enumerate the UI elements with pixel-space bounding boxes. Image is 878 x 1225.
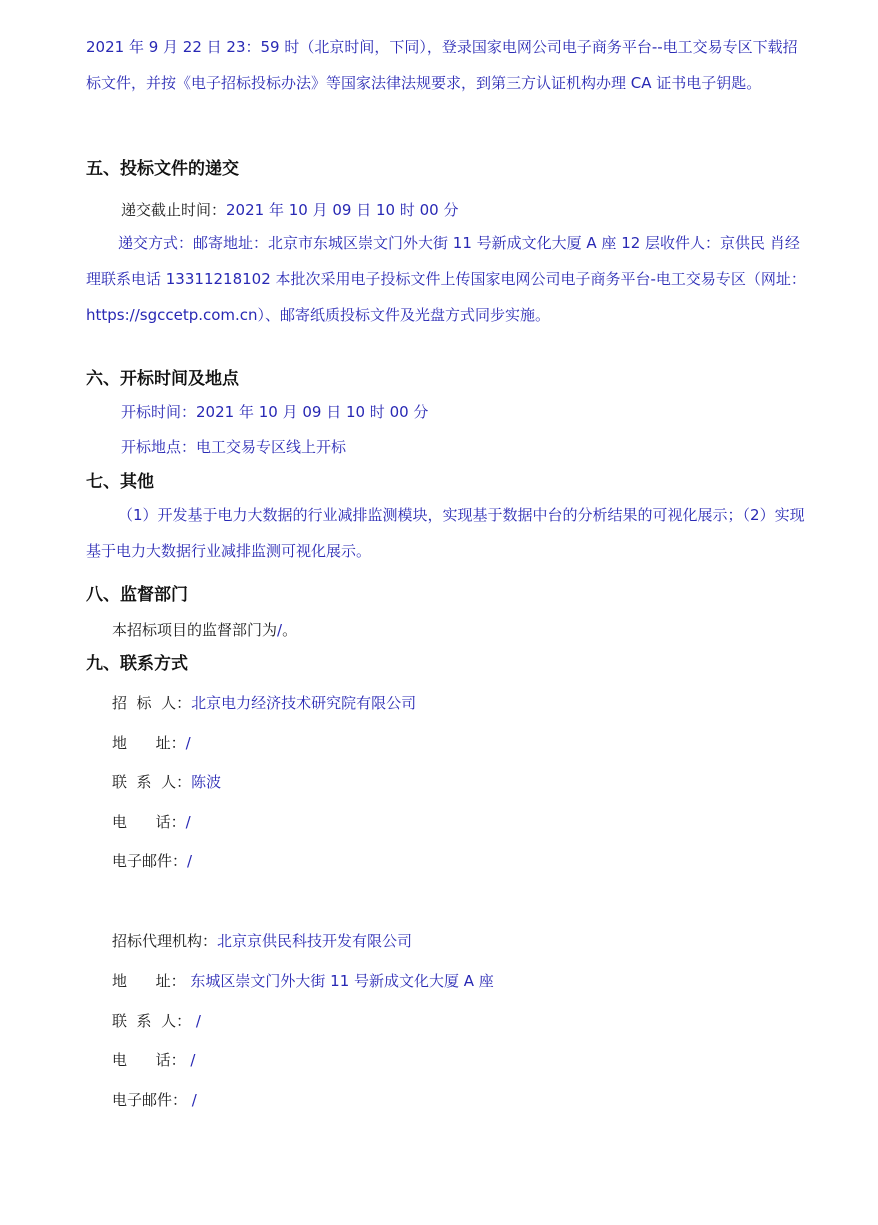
opening-place: 开标地点：电工交易专区线上开标 [121, 438, 347, 456]
tenderer-contact [112, 771, 221, 793]
opening-time: 开标时间：2021 年 10 月 09 日 10 时 00 分 [121, 403, 429, 421]
section5-heading: 五、投标文件的递交 [86, 159, 239, 179]
agency-address-value: 东城区崇文门外大街 11 号新成文化大厦 A 座 [185, 972, 494, 990]
tenderer-email [112, 850, 192, 872]
agency-address [112, 970, 494, 992]
agency-phone-label: 电 话： [112, 1051, 186, 1069]
tenderer-name-label: 招 标 人： [112, 694, 192, 712]
tenderer-address [112, 732, 191, 754]
tenderer-name-value: 北京电力经济技术研究院有限公司 [191, 694, 417, 712]
agency-contact-value: / [191, 1012, 201, 1030]
section6-heading: 六、开标时间及地点 [86, 369, 239, 389]
agency-name-value: 北京京供民科技开发有限公司 [217, 932, 413, 950]
tenderer-phone [112, 811, 191, 833]
supervision-prefix: 本招标项目的监督部门为 [112, 621, 278, 639]
agency-phone [112, 1049, 195, 1071]
submission-deadline-value: 2021 年 10 月 09 日 10 时 00 分 [226, 201, 459, 219]
submission-deadline-label: 递交截止时间： [121, 201, 227, 219]
agency-contact [112, 1010, 201, 1032]
tenderer-email-value: / [187, 852, 193, 870]
tenderer-address-value: / [185, 734, 191, 752]
agency-email [112, 1089, 197, 1111]
agency-name [112, 930, 412, 952]
agency-contact-label: 联 系 人： [112, 1012, 192, 1030]
agency-address-label: 地 址： [112, 972, 186, 990]
submission-deadline [121, 199, 458, 221]
supervision-text [112, 619, 297, 641]
tenderer-name [112, 692, 416, 714]
tenderer-address-label: 地 址： [112, 734, 186, 752]
tenderer-phone-label: 电 话： [112, 813, 186, 831]
submission-method-paragraph: 递交方式：邮寄地址：北京市东城区崇文门外大街 11 号新成文化大厦 A 座 12 层收件人：京供民 肖经理联系电话 13311218102 本批次采用电子投标文件上传国家电网公司电子商务平台-电工交易专区（网址：https://sgccetp.com.cn）、邮寄纸质投标文件及光盘方式同步实施。 [86, 234, 806, 324]
section7-heading: 七、其他 [86, 472, 154, 492]
section8-heading: 八、监督部门 [86, 585, 188, 605]
supervision-value: / [277, 621, 283, 639]
agency-email-label: 电子邮件： [112, 1091, 188, 1109]
tenderer-contact-value: 陈波 [191, 773, 222, 791]
supervision-suffix: 。 [282, 621, 298, 639]
section4-tail-paragraph: 2021 年 9 月 22 日 23：59 时（北京时间，下同），登录国家电网公司电子商务平台--电工交易专区下载招标文件，并按《电子招标投标办法》等国家法律法规要求，到第三方认证机构办理 CA 证书电子钥匙。 [86, 38, 798, 92]
agency-email-value: / [187, 1091, 197, 1109]
tenderer-phone-value: / [185, 813, 191, 831]
other-paragraph: （1）开发基于电力大数据的行业减排监测模块，实现基于数据中台的分析结果的可视化展示；（2）实现基于电力大数据行业减排监测可视化展示。 [86, 506, 805, 560]
section9-heading: 九、联系方式 [86, 654, 188, 674]
agency-name-label: 招标代理机构： [112, 932, 218, 950]
tenderer-email-label: 电子邮件： [112, 852, 188, 870]
agency-phone-value: / [185, 1051, 196, 1069]
tenderer-contact-label: 联 系 人： [112, 773, 192, 791]
